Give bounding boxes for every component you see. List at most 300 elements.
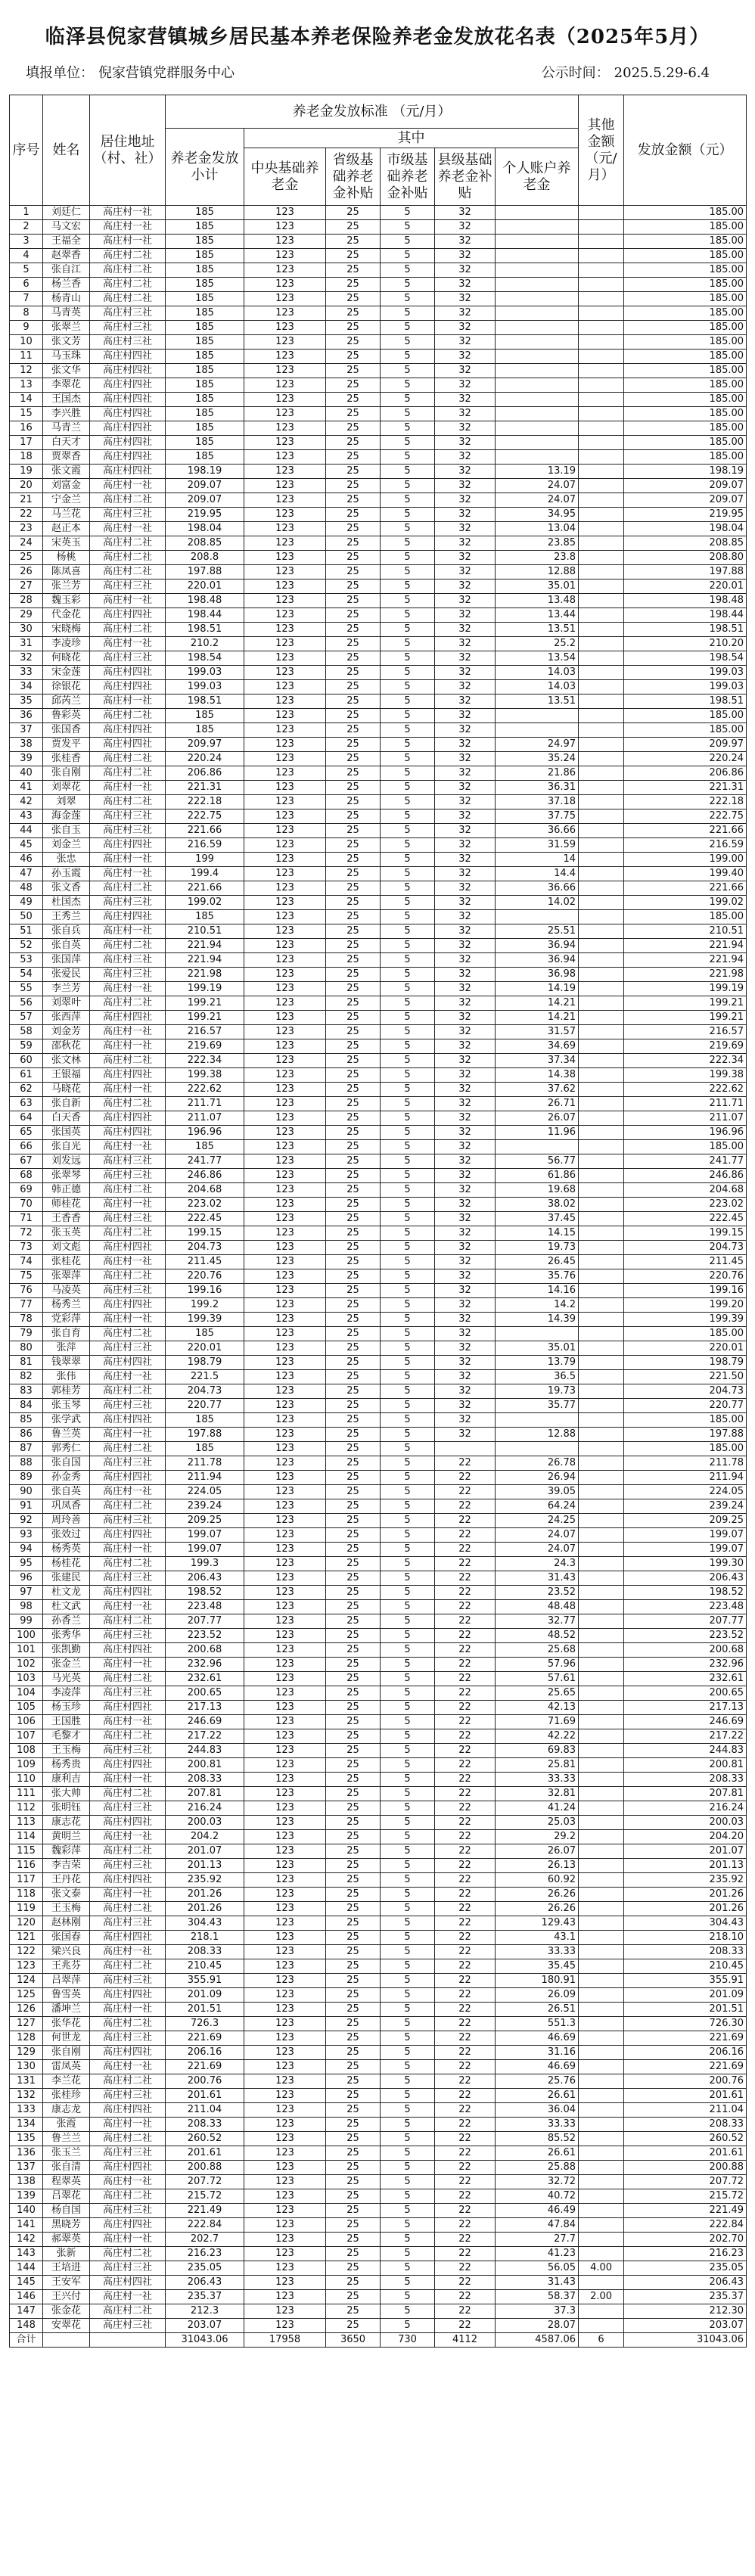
cell-personal: 36.94 bbox=[496, 939, 579, 953]
cell-subtotal: 198.19 bbox=[166, 465, 244, 479]
cell-address: 高庄村三社 bbox=[90, 1859, 166, 1873]
table-row bbox=[10, 1054, 747, 1068]
cell-name: 杨秀英 bbox=[43, 1543, 90, 1557]
cell-subtotal: 185 bbox=[166, 436, 244, 450]
cell-name: 周玲善 bbox=[43, 1514, 90, 1528]
cell-province: 25 bbox=[326, 1284, 381, 1298]
cell-county: 32 bbox=[435, 1356, 496, 1370]
cell-other bbox=[579, 1816, 624, 1830]
cell-seq: 10 bbox=[10, 335, 43, 350]
cell-seq: 144 bbox=[10, 2261, 43, 2276]
cell-subtotal: 201.09 bbox=[166, 1988, 244, 2003]
cell-address: 高庄村二社 bbox=[90, 1384, 166, 1399]
cell-subtotal: 232.96 bbox=[166, 1658, 244, 1672]
cell-name: 刘廷仁 bbox=[43, 206, 90, 220]
cell-county: 32 bbox=[435, 321, 496, 335]
cell-seq: 30 bbox=[10, 623, 43, 637]
table-row bbox=[10, 2103, 747, 2118]
cell-other bbox=[579, 809, 624, 824]
cell-total: 211.07 bbox=[624, 1111, 747, 1126]
cell-address: 高庄村一社 bbox=[90, 853, 166, 867]
cell-other: 2.00 bbox=[579, 2290, 624, 2304]
cell-province: 25 bbox=[326, 522, 381, 536]
cell-subtotal: 207.81 bbox=[166, 1787, 244, 1801]
cell-province: 25 bbox=[326, 263, 381, 278]
cell-address: 高庄村四社 bbox=[90, 364, 166, 378]
cell-other bbox=[579, 2218, 624, 2233]
cell-city: 5 bbox=[381, 1543, 435, 1557]
cell-personal: 14.03 bbox=[496, 680, 579, 694]
cell-city: 5 bbox=[381, 2074, 435, 2089]
cell-personal bbox=[496, 1327, 579, 1341]
cell-name: 张自英 bbox=[43, 1485, 90, 1499]
cell-total: 199.00 bbox=[624, 853, 747, 867]
cell-seq: 94 bbox=[10, 1543, 43, 1557]
cell-city: 5 bbox=[381, 795, 435, 809]
cell-province: 25 bbox=[326, 1255, 381, 1269]
cell-total: 207.77 bbox=[624, 1614, 747, 1629]
cell-seq: 74 bbox=[10, 1255, 43, 1269]
cell-name: 张爱民 bbox=[43, 968, 90, 982]
cell-personal: 26.51 bbox=[496, 2003, 579, 2017]
cell-county: 32 bbox=[435, 766, 496, 781]
cell-address: 高庄村二社 bbox=[90, 1054, 166, 1068]
cell-name: 张国萍 bbox=[43, 953, 90, 968]
cell-subtotal: 185 bbox=[166, 220, 244, 235]
cell-subtotal: 239.24 bbox=[166, 1499, 244, 1514]
cell-subtotal: 208.33 bbox=[166, 1773, 244, 1787]
cell-central: 123 bbox=[244, 1974, 326, 1988]
cell-total: 220.24 bbox=[624, 752, 747, 766]
table-row bbox=[10, 263, 747, 278]
cell-central: 123 bbox=[244, 723, 326, 738]
cell-other bbox=[579, 1787, 624, 1801]
cell-other bbox=[579, 1399, 624, 1413]
cell-personal: 14.19 bbox=[496, 982, 579, 996]
cell-central: 123 bbox=[244, 2204, 326, 2218]
cell-other bbox=[579, 1773, 624, 1787]
cell-personal: 34.69 bbox=[496, 1039, 579, 1054]
cell-other bbox=[579, 939, 624, 953]
cell-address: 高庄村四社 bbox=[90, 1988, 166, 2003]
cell-personal: 13.44 bbox=[496, 608, 579, 623]
cell-city: 5 bbox=[381, 694, 435, 709]
cell-city: 5 bbox=[381, 522, 435, 536]
cell-other bbox=[579, 1844, 624, 1859]
cell-central: 123 bbox=[244, 1888, 326, 1902]
cell-seq: 143 bbox=[10, 2247, 43, 2261]
cell-subtotal: 219.95 bbox=[166, 508, 244, 522]
cell-city: 5 bbox=[381, 1528, 435, 1543]
cell-county: 32 bbox=[435, 1198, 496, 1212]
cell-central: 123 bbox=[244, 1931, 326, 1945]
cell-total: 223.02 bbox=[624, 1198, 747, 1212]
cell-personal: 25.03 bbox=[496, 1816, 579, 1830]
cell-subtotal: 196.96 bbox=[166, 1126, 244, 1140]
cell-county: 22 bbox=[435, 2046, 496, 2060]
cell-name: 马光英 bbox=[43, 1672, 90, 1686]
cell-total: 201.26 bbox=[624, 1888, 747, 1902]
cell-central: 123 bbox=[244, 1773, 326, 1787]
table-row bbox=[10, 1528, 747, 1543]
cell-address: 高庄村二社 bbox=[90, 1959, 166, 1974]
cell-subtotal: 201.61 bbox=[166, 2089, 244, 2103]
table-row bbox=[10, 2161, 747, 2175]
cell-personal: 24.07 bbox=[496, 1528, 579, 1543]
cell-seq: 83 bbox=[10, 1384, 43, 1399]
cell-name: 张玉兰 bbox=[43, 2146, 90, 2161]
cell-total: 211.78 bbox=[624, 1456, 747, 1471]
cell-personal: 14.03 bbox=[496, 666, 579, 680]
cell-personal: 19.73 bbox=[496, 1241, 579, 1255]
cell-subtotal: 221.31 bbox=[166, 781, 244, 795]
cell-central: 123 bbox=[244, 393, 326, 407]
cell-other bbox=[579, 1255, 624, 1269]
cell-total: 204.73 bbox=[624, 1241, 747, 1255]
cell-total: 185.00 bbox=[624, 235, 747, 249]
cell-city: 5 bbox=[381, 1916, 435, 1931]
cell-county: 22 bbox=[435, 1988, 496, 2003]
cell-personal: 37.18 bbox=[496, 795, 579, 809]
cell-address: 高庄村四社 bbox=[90, 723, 166, 738]
cell-address: 高庄村三社 bbox=[90, 809, 166, 824]
cell-total: 185.00 bbox=[624, 436, 747, 450]
cell-central: 123 bbox=[244, 2031, 326, 2046]
cell-province: 25 bbox=[326, 565, 381, 580]
cell-county: 32 bbox=[435, 694, 496, 709]
cell-personal: 39.05 bbox=[496, 1485, 579, 1499]
cell-subtotal: 210.2 bbox=[166, 637, 244, 651]
cell-other bbox=[579, 1729, 624, 1744]
cell-central: 123 bbox=[244, 350, 326, 364]
cell-personal: 57.61 bbox=[496, 1672, 579, 1686]
cell-subtotal: 209.07 bbox=[166, 479, 244, 493]
table-row bbox=[10, 896, 747, 910]
cell-personal bbox=[496, 350, 579, 364]
cell-seq: 133 bbox=[10, 2103, 43, 2118]
cell-seq: 131 bbox=[10, 2074, 43, 2089]
cell-name: 张自育 bbox=[43, 1327, 90, 1341]
cell-county: 22 bbox=[435, 1586, 496, 1600]
cell-central: 123 bbox=[244, 1399, 326, 1413]
cell-name: 马晓花 bbox=[43, 1083, 90, 1097]
cell-seq: 68 bbox=[10, 1169, 43, 1183]
cell-city: 5 bbox=[381, 1715, 435, 1729]
cell-seq: 129 bbox=[10, 2046, 43, 2060]
cell-name: 郝翠英 bbox=[43, 2233, 90, 2247]
cell-name: 张自玉 bbox=[43, 824, 90, 838]
cell-name: 康志花 bbox=[43, 1816, 90, 1830]
cell-personal bbox=[496, 407, 579, 421]
cell-city: 5 bbox=[381, 651, 435, 666]
cell-central: 123 bbox=[244, 493, 326, 508]
cell-subtotal: 185 bbox=[166, 709, 244, 723]
table-row bbox=[10, 1384, 747, 1399]
cell-total: 211.45 bbox=[624, 1255, 747, 1269]
cell-county: 22 bbox=[435, 2103, 496, 2118]
cell-name: 张桂花 bbox=[43, 1255, 90, 1269]
cell-name: 杨桃 bbox=[43, 551, 90, 565]
table-row bbox=[10, 1083, 747, 1097]
cell-other bbox=[579, 1600, 624, 1614]
cell-central: 123 bbox=[244, 924, 326, 939]
cell-province: 25 bbox=[326, 1499, 381, 1514]
cell-subtotal: 304.43 bbox=[166, 1916, 244, 1931]
cell-central: 123 bbox=[244, 881, 326, 896]
cell-city: 5 bbox=[381, 1341, 435, 1356]
cell-county: 32 bbox=[435, 1212, 496, 1226]
cell-seq: 40 bbox=[10, 766, 43, 781]
table-row bbox=[10, 1212, 747, 1226]
cell-county: 22 bbox=[435, 2089, 496, 2103]
cell-other bbox=[579, 1543, 624, 1557]
cell-name: 张自兵 bbox=[43, 924, 90, 939]
cell-subtotal: 210.51 bbox=[166, 924, 244, 939]
cell-subtotal: 218.1 bbox=[166, 1931, 244, 1945]
cell-central: 123 bbox=[244, 968, 326, 982]
cell-seq: 93 bbox=[10, 1528, 43, 1543]
cell-personal: 26.13 bbox=[496, 1859, 579, 1873]
cell-total: 199.38 bbox=[624, 1068, 747, 1083]
cell-city: 5 bbox=[381, 1873, 435, 1888]
cell-central: 123 bbox=[244, 709, 326, 723]
cell-address: 高庄村四社 bbox=[90, 2161, 166, 2175]
cell-address: 高庄村四社 bbox=[90, 680, 166, 694]
cell-address: 高庄村四社 bbox=[90, 1643, 166, 1658]
cell-personal: 180.91 bbox=[496, 1974, 579, 1988]
cell-seq: 11 bbox=[10, 350, 43, 364]
cell-seq: 35 bbox=[10, 694, 43, 709]
cell-county: 22 bbox=[435, 1830, 496, 1844]
cell-personal: 25.88 bbox=[496, 2161, 579, 2175]
cell-personal bbox=[496, 436, 579, 450]
cell-city: 5 bbox=[381, 1011, 435, 1025]
cell-county: 22 bbox=[435, 1629, 496, 1643]
cell-address: 高庄村四社 bbox=[90, 436, 166, 450]
cell-county: 32 bbox=[435, 1327, 496, 1341]
cell-name: 马凌英 bbox=[43, 1284, 90, 1298]
cell-other bbox=[579, 335, 624, 350]
cell-subtotal: 185 bbox=[166, 292, 244, 306]
cell-other bbox=[579, 450, 624, 465]
table-row bbox=[10, 1988, 747, 2003]
cell-personal: 14.21 bbox=[496, 996, 579, 1011]
cell-seq: 76 bbox=[10, 1284, 43, 1298]
cell-personal bbox=[496, 378, 579, 393]
cell-seq: 53 bbox=[10, 953, 43, 968]
cell-county: 32 bbox=[435, 1313, 496, 1327]
cell-other bbox=[579, 2161, 624, 2175]
cell-province: 25 bbox=[326, 1945, 381, 1959]
header-central: 中央基础养老金 bbox=[244, 148, 326, 206]
cell-county: 22 bbox=[435, 2218, 496, 2233]
cell-county: 32 bbox=[435, 939, 496, 953]
table-row bbox=[10, 551, 747, 565]
cell-other bbox=[579, 1356, 624, 1370]
cell-city: 5 bbox=[381, 1629, 435, 1643]
cell-total: 206.86 bbox=[624, 766, 747, 781]
cell-province: 25 bbox=[326, 1399, 381, 1413]
cell-central: 123 bbox=[244, 1744, 326, 1758]
cell-name: 张文华 bbox=[43, 364, 90, 378]
cell-total: 185.00 bbox=[624, 249, 747, 263]
cell-central: 123 bbox=[244, 1428, 326, 1442]
cell-total: 223.48 bbox=[624, 1600, 747, 1614]
cell-subtotal: 185 bbox=[166, 910, 244, 924]
table-row bbox=[10, 594, 747, 608]
cell-personal bbox=[496, 709, 579, 723]
cell-city: 5 bbox=[381, 350, 435, 364]
cell-county: 32 bbox=[435, 378, 496, 393]
cell-county: 22 bbox=[435, 1543, 496, 1557]
cell-address: 高庄村二社 bbox=[90, 292, 166, 306]
table-row bbox=[10, 1011, 747, 1025]
cell-province: 25 bbox=[326, 1011, 381, 1025]
header-standard: 养老金发放标准 （元/月） bbox=[166, 95, 579, 129]
cell-province: 25 bbox=[326, 1744, 381, 1758]
header-personal: 个人账户养老金 bbox=[496, 148, 579, 206]
cell-subtotal: 221.69 bbox=[166, 2060, 244, 2074]
cell-city: 5 bbox=[381, 1370, 435, 1384]
cell-subtotal: 221.5 bbox=[166, 1370, 244, 1384]
cell-address: 高庄村一社 bbox=[90, 781, 166, 795]
cell-seq: 122 bbox=[10, 1945, 43, 1959]
cell-address: 高庄村三社 bbox=[90, 1571, 166, 1586]
cell-city: 5 bbox=[381, 853, 435, 867]
cell-personal bbox=[496, 910, 579, 924]
cell-seq: 12 bbox=[10, 364, 43, 378]
table-row bbox=[10, 910, 747, 924]
cell-central: 123 bbox=[244, 910, 326, 924]
cell-other bbox=[579, 2089, 624, 2103]
table-row bbox=[10, 766, 747, 781]
cell-total: 219.69 bbox=[624, 1039, 747, 1054]
cell-central: 123 bbox=[244, 896, 326, 910]
cell-other bbox=[579, 824, 624, 838]
cell-name: 张忠 bbox=[43, 853, 90, 867]
cell-name: 张兰芳 bbox=[43, 580, 90, 594]
cell-address: 高庄村一社 bbox=[90, 637, 166, 651]
cell-address: 高庄村三社 bbox=[90, 2261, 166, 2276]
cell-name: 张金花 bbox=[43, 2304, 90, 2319]
cell-province: 25 bbox=[326, 1758, 381, 1773]
cell-county: 32 bbox=[435, 421, 496, 436]
cell-county: 32 bbox=[435, 1154, 496, 1169]
cell-address: 高庄村二社 bbox=[90, 766, 166, 781]
cell-county: 32 bbox=[435, 752, 496, 766]
cell-address: 高庄村二社 bbox=[90, 881, 166, 896]
cell-county: 32 bbox=[435, 1054, 496, 1068]
cell-central: 123 bbox=[244, 1471, 326, 1485]
cell-subtotal: 185 bbox=[166, 1327, 244, 1341]
cell-total: 185.00 bbox=[624, 910, 747, 924]
cell-city: 5 bbox=[381, 1830, 435, 1844]
table-row bbox=[10, 2261, 747, 2276]
cell-subtotal: 221.69 bbox=[166, 2031, 244, 2046]
cell-address: 高庄村一社 bbox=[90, 1600, 166, 1614]
table-row bbox=[10, 2319, 747, 2333]
cell-city: 5 bbox=[381, 1083, 435, 1097]
cell-county: 22 bbox=[435, 1859, 496, 1873]
cell-personal: 35.01 bbox=[496, 580, 579, 594]
cell-total: 185.00 bbox=[624, 263, 747, 278]
cell-central: 123 bbox=[244, 809, 326, 824]
cell-county: 22 bbox=[435, 2290, 496, 2304]
cell-seq: 1 bbox=[10, 206, 43, 220]
cell-total: 199.19 bbox=[624, 982, 747, 996]
cell-central: 123 bbox=[244, 1284, 326, 1298]
cell-name: 鲁兰英 bbox=[43, 1428, 90, 1442]
table-row bbox=[10, 1643, 747, 1658]
cell-county: 22 bbox=[435, 1974, 496, 1988]
cell-seq: 58 bbox=[10, 1025, 43, 1039]
cell-province: 25 bbox=[326, 1557, 381, 1571]
cell-other bbox=[579, 1428, 624, 1442]
cell-subtotal: 204.73 bbox=[166, 1384, 244, 1399]
cell-address: 高庄村四社 bbox=[90, 738, 166, 752]
cell-central: 123 bbox=[244, 996, 326, 1011]
table-row bbox=[10, 853, 747, 867]
cell-subtotal: 246.69 bbox=[166, 1715, 244, 1729]
cell-subtotal: 203.07 bbox=[166, 2319, 244, 2333]
cell-county: 32 bbox=[435, 220, 496, 235]
cell-seq: 102 bbox=[10, 1658, 43, 1672]
cell-county: 32 bbox=[435, 723, 496, 738]
cell-seq: 8 bbox=[10, 306, 43, 321]
cell-total: 239.24 bbox=[624, 1499, 747, 1514]
cell-address: 高庄村一社 bbox=[90, 2233, 166, 2247]
cell-subtotal: 199.3 bbox=[166, 1557, 244, 1571]
cell-province: 25 bbox=[326, 2003, 381, 2017]
cell-total: 304.43 bbox=[624, 1916, 747, 1931]
cell-province: 25 bbox=[326, 1974, 381, 1988]
cell-city: 5 bbox=[381, 1586, 435, 1600]
cell-personal: 37.62 bbox=[496, 1083, 579, 1097]
cell-total: 204.20 bbox=[624, 1830, 747, 1844]
cell-county: 32 bbox=[435, 953, 496, 968]
cell-subtotal: 221.98 bbox=[166, 968, 244, 982]
cell-other bbox=[579, 220, 624, 235]
total-province: 3650 bbox=[326, 2333, 381, 2348]
cell-city: 5 bbox=[381, 580, 435, 594]
cell-province: 25 bbox=[326, 306, 381, 321]
filler-value: 倪家营镇党群服务中心 bbox=[98, 65, 235, 81]
cell-seq: 97 bbox=[10, 1586, 43, 1600]
cell-central: 123 bbox=[244, 1370, 326, 1384]
cell-personal: 24.07 bbox=[496, 493, 579, 508]
cell-central: 123 bbox=[244, 364, 326, 378]
cell-total: 207.81 bbox=[624, 1787, 747, 1801]
cell-seq: 137 bbox=[10, 2161, 43, 2175]
cell-name: 杜国杰 bbox=[43, 896, 90, 910]
cell-city: 5 bbox=[381, 235, 435, 249]
cell-name: 贾翠香 bbox=[43, 450, 90, 465]
cell-address: 高庄村三社 bbox=[90, 968, 166, 982]
cell-seq: 118 bbox=[10, 1888, 43, 1902]
cell-other bbox=[579, 292, 624, 306]
cell-total: 199.02 bbox=[624, 896, 747, 910]
cell-county: 22 bbox=[435, 1945, 496, 1959]
cell-address: 高庄村二社 bbox=[90, 2074, 166, 2089]
cell-city: 5 bbox=[381, 465, 435, 479]
cell-personal: 46.69 bbox=[496, 2060, 579, 2074]
table-row bbox=[10, 1269, 747, 1284]
cell-total: 185.00 bbox=[624, 450, 747, 465]
table-row bbox=[10, 2017, 747, 2031]
cell-address: 高庄村四社 bbox=[90, 1068, 166, 1083]
cell-city: 5 bbox=[381, 1313, 435, 1327]
cell-total: 220.76 bbox=[624, 1269, 747, 1284]
